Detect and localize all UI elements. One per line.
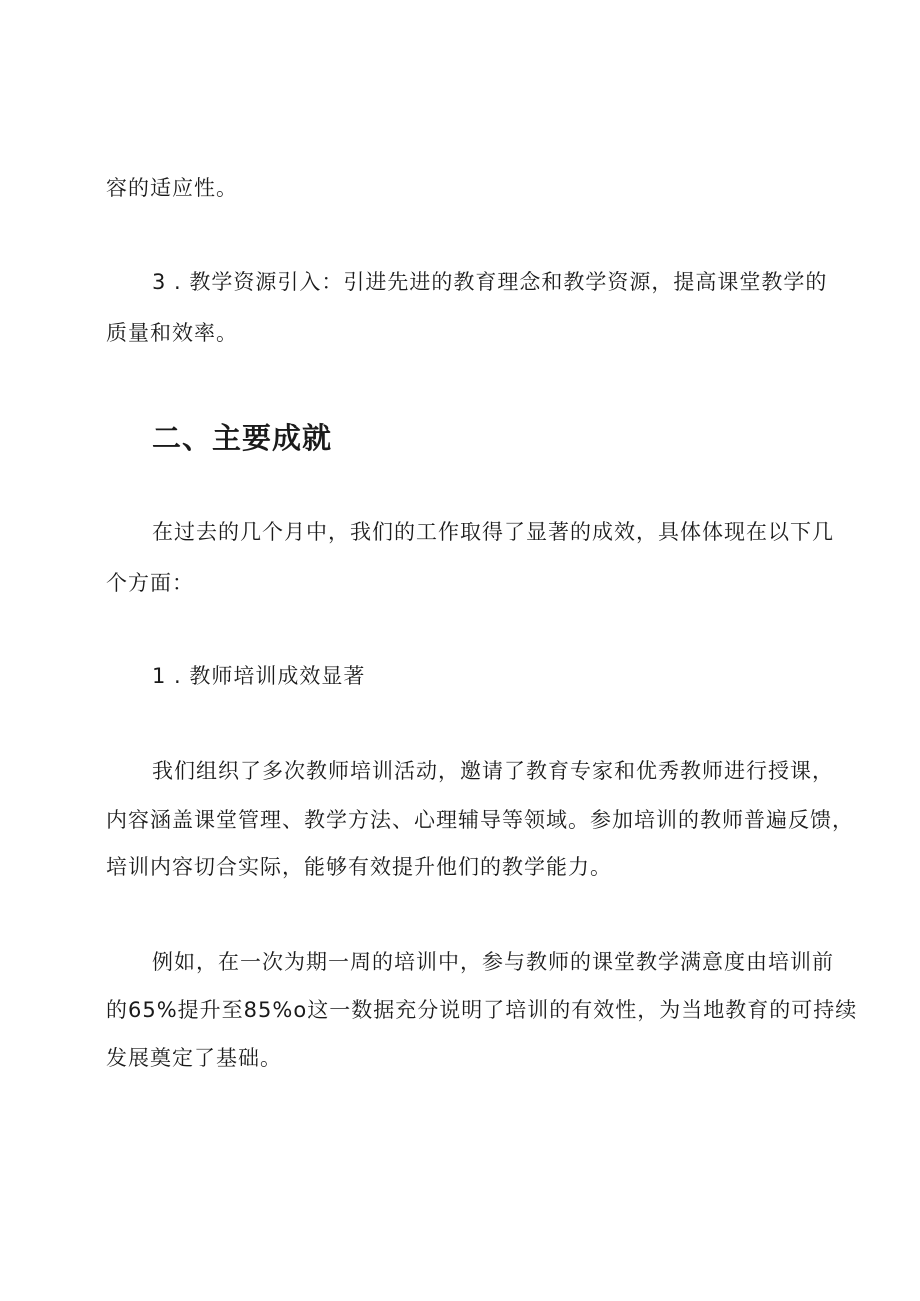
- subheading-teacher-training: 1 . 教师培训成效显著: [152, 664, 366, 688]
- training-line-1: 我们组织了多次教师培训活动，邀请了教育专家和优秀教师进行授课，: [152, 759, 834, 783]
- training-line-3: 培训内容切合实际，能够有效提升他们的教学能力。: [106, 855, 612, 879]
- intro-line-2: 个方面：: [106, 571, 194, 595]
- training-line-2: 内容涵盖课堂管理、教学方法、心理辅导等领域。参加培训的教师普遍反馈，: [106, 808, 854, 832]
- example-line-3: 发展奠定了基础。: [106, 1046, 282, 1070]
- example-line-1: 例如，在一次为期一周的培训中，参与教师的课堂教学满意度由培训前: [152, 950, 834, 974]
- item-3-line-2: 质量和效率。: [106, 321, 238, 345]
- section-heading: 二、主要成就: [152, 421, 333, 455]
- example-line-2: 的65%提升至85%o这一数据充分说明了培训的有效性，为当地教育的可持续: [106, 998, 858, 1022]
- continuation-text: 容的适应性。: [106, 176, 238, 200]
- intro-line-1: 在过去的几个月中，我们的工作取得了显著的成效，具体体现在以下几: [152, 520, 834, 544]
- item-3-line-1: 3 . 教学资源引入：引进先进的教育理念和教学资源，提高课堂教学的: [152, 270, 828, 294]
